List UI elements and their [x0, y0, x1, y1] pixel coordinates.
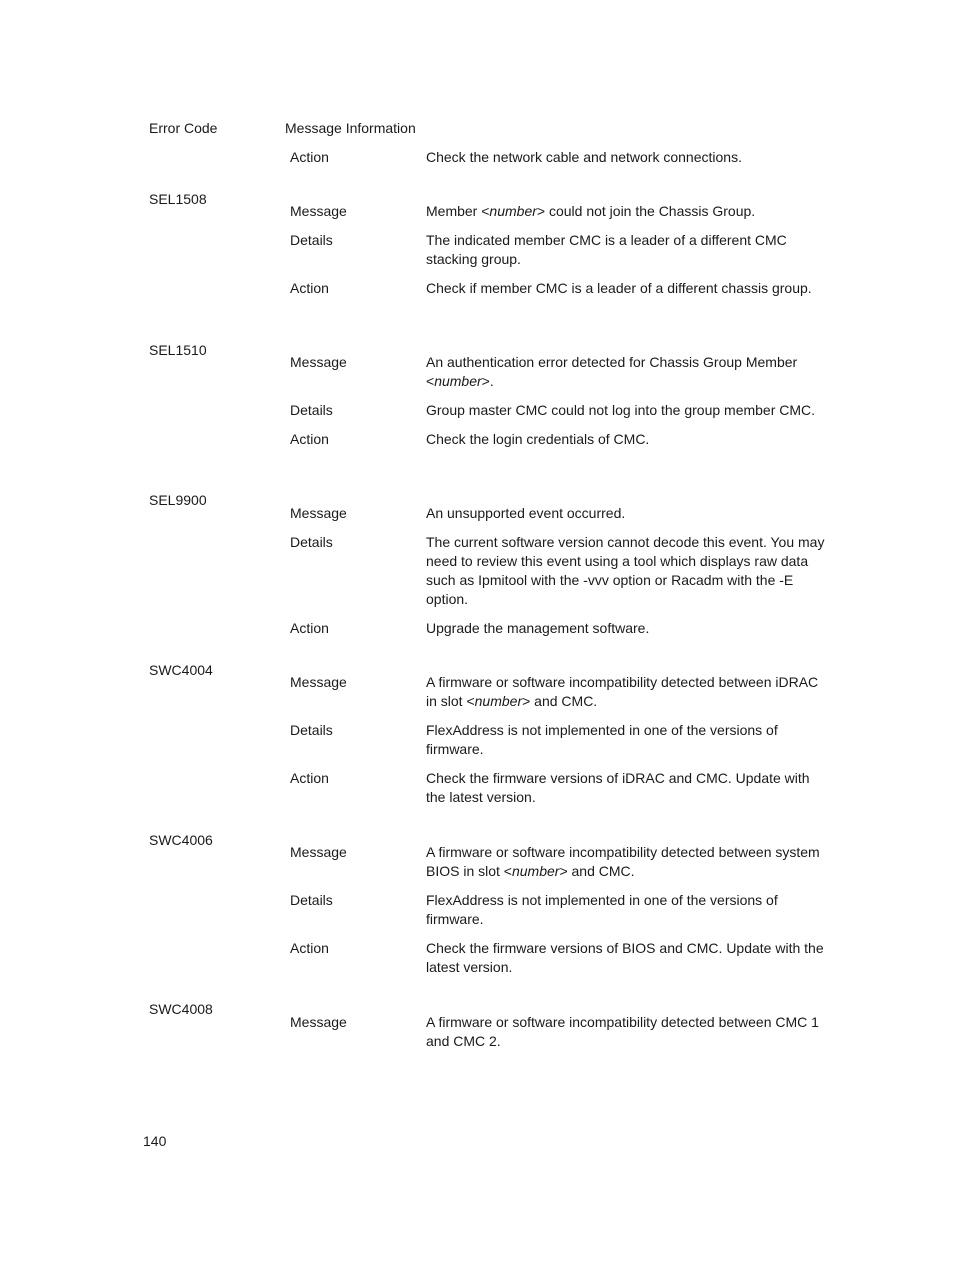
action-row — [290, 939, 830, 977]
details-label: Details — [290, 722, 333, 738]
entry-sel1510 — [290, 353, 830, 459]
page-number: 140 — [143, 1133, 167, 1149]
action-label: Action — [290, 770, 329, 786]
action-value: Upgrade the management software. — [426, 620, 650, 636]
details-value: FlexAddress is not implemented in one of the versions of firmware. — [426, 722, 778, 757]
details-value: The current software version cannot decode this event. You may need to review this event using a tool which displays raw data such as Ipmitool with the -vvv option or Racadm with the -E option. — [426, 534, 825, 607]
action-value: Check the login credentials of CMC. — [426, 431, 650, 447]
details-label: Details — [290, 232, 333, 248]
message-value: A firmware or software incompatibility detected between system BIOS in slot <number> and CMC. — [426, 844, 820, 879]
message-label: Message — [290, 203, 347, 219]
action-row — [290, 619, 830, 638]
message-label: Message — [290, 674, 347, 690]
error-code: SWC4008 — [149, 1001, 213, 1017]
error-code: SEL9900 — [149, 492, 207, 508]
message-row — [290, 202, 830, 221]
message-row — [290, 504, 830, 523]
details-value: The indicated member CMC is a leader of a different CMC stacking group. — [426, 232, 787, 267]
action-label: Action — [290, 620, 329, 636]
error-code: SEL1510 — [149, 342, 207, 358]
error-code: SEL1508 — [149, 191, 207, 207]
error-code-header: Error Code — [149, 120, 218, 136]
details-value: Group master CMC could not log into the group member CMC. — [426, 402, 816, 418]
message-information-header: Message Information — [285, 120, 416, 136]
action-value: Check the firmware versions of iDRAC and CMC. Update with the latest version. — [426, 770, 810, 805]
message-value: A firmware or software incompatibility detected between iDRAC in slot <number> and CMC. — [426, 674, 819, 709]
message-row — [290, 1013, 830, 1051]
action-label: Action — [290, 149, 329, 165]
message-value: Member <number> could not join the Chassis Group. — [426, 203, 756, 219]
entry-swc4004 — [290, 673, 830, 817]
message-row — [290, 843, 830, 881]
details-value: FlexAddress is not implemented in one of the versions of firmware. — [426, 892, 778, 927]
entry-sel9900 — [290, 504, 830, 648]
action-label: Action — [290, 940, 329, 956]
message-label: Message — [290, 1014, 347, 1030]
message-value: An authentication error detected for Chassis Group Member <number>. — [426, 354, 798, 389]
message-row — [290, 353, 830, 391]
message-label: Message — [290, 505, 347, 521]
entry-swc4008 — [290, 1013, 830, 1061]
message-label: Message — [290, 844, 347, 860]
entry-swc4006 — [290, 843, 830, 987]
details-label: Details — [290, 892, 333, 908]
message-label: Message — [290, 354, 347, 370]
action-label: Action — [290, 431, 329, 447]
message-row — [290, 673, 830, 711]
action-label: Action — [290, 280, 329, 296]
message-value: A firmware or software incompatibility detected between CMC 1 and CMC 2. — [426, 1014, 819, 1049]
action-value: Check if member CMC is a leader of a different chassis group. — [426, 280, 812, 296]
details-row — [290, 401, 830, 420]
carried-action-row — [290, 148, 830, 167]
details-row — [290, 231, 830, 269]
action-row — [290, 279, 830, 298]
action-value: Check the firmware versions of BIOS and CMC. Update with the latest version. — [426, 940, 824, 975]
details-row — [290, 533, 830, 609]
details-label: Details — [290, 402, 333, 418]
action-row — [290, 430, 830, 449]
action-value: Check the network cable and network connections. — [426, 149, 742, 165]
error-code: SWC4006 — [149, 832, 213, 848]
details-row — [290, 721, 830, 759]
action-row — [290, 769, 830, 807]
error-code: SWC4004 — [149, 662, 213, 678]
message-value: An unsupported event occurred. — [426, 505, 626, 521]
details-label: Details — [290, 534, 333, 550]
details-row — [290, 891, 830, 929]
entry-sel1508 — [290, 202, 830, 308]
